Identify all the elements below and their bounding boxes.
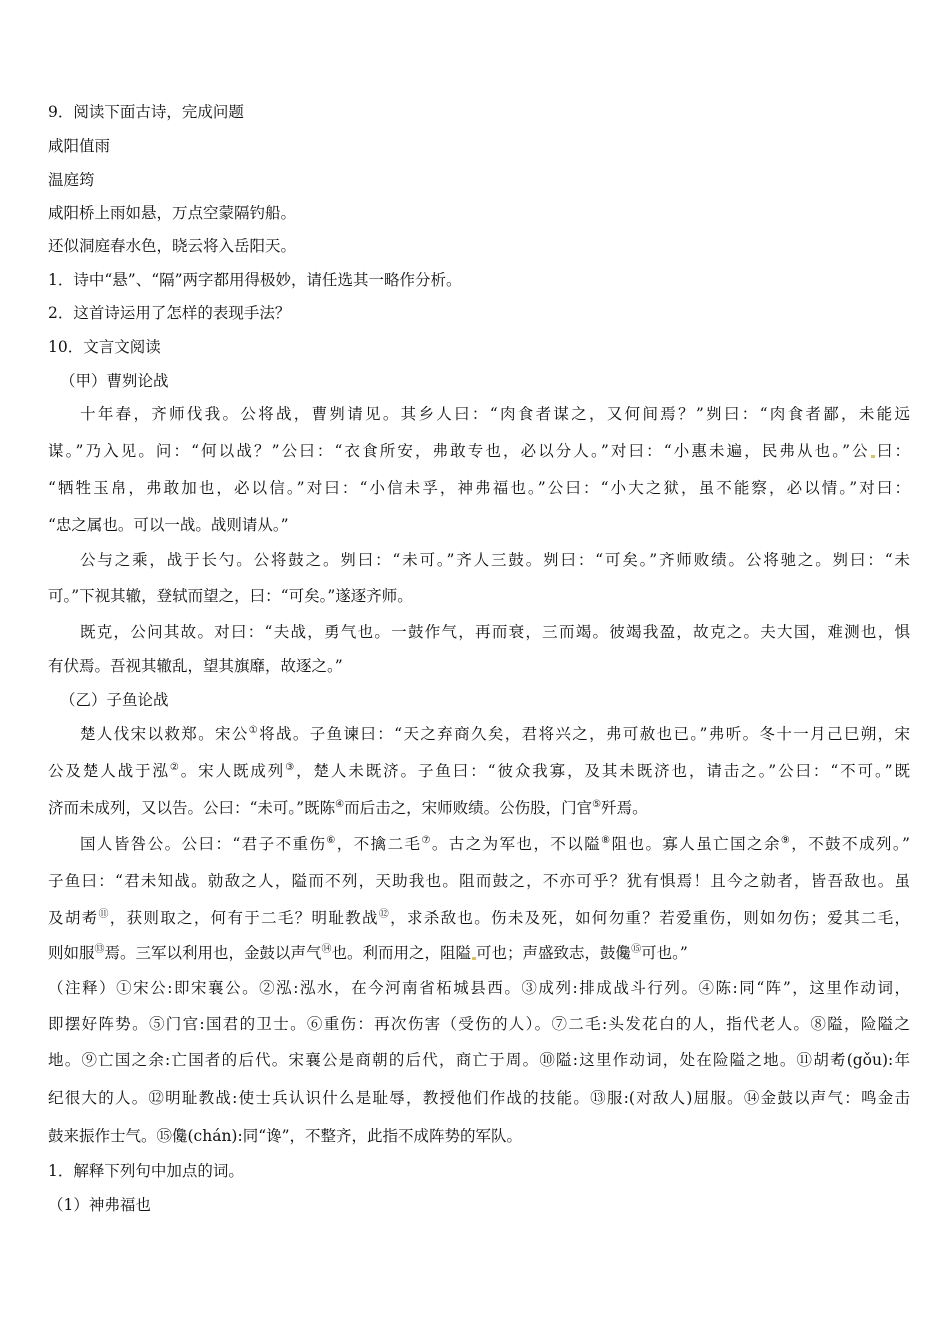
- text-run: 公及楚人战于泓: [48, 762, 170, 780]
- jia-p1-line-1: 十年春，齐师伐我。公将战，曹刿请见。其乡人曰：“肉食者谋之，又何间焉？”刿曰：“肉食者鄙，未能远: [80, 405, 910, 423]
- question-10-sub-1: 1．解释下列句中加点的词。: [48, 1162, 244, 1180]
- text-run: 也。利而用之，阻隘: [331, 944, 472, 962]
- notes-line-5: 鼓来振作士气。⑮儳(chán):同“谗”，不整齐，此指不成阵势的军队。: [48, 1127, 523, 1145]
- passage-jia-title: （甲）曹刿论战: [60, 372, 169, 390]
- yi-p2-line-2: 子鱼曰：“君未知战。勍敌之人，隘而不列，天助我也。阻而鼓之，不亦可乎？犹有惧焉！且今之勍者，皆吾敌也。虽: [48, 872, 910, 890]
- footnote-ref: ⑧: [601, 834, 612, 846]
- text-run: 阻也。寡人虽亡国之余: [611, 835, 781, 853]
- notes-line-4: 纪很大的人。⑫明耻教战:使士兵认识什么是耻辱，教授他们作战的技能。⑬服:(对敌人)屈服。⑭金鼓以声气：鸣金击: [48, 1089, 910, 1107]
- text-run: 。宋人既成列: [180, 762, 286, 780]
- text-run: 可也。”: [641, 944, 688, 962]
- text-run: 焉。三军以利用也，金鼓以声气: [104, 944, 322, 962]
- footnote-ref: ⑦: [421, 834, 432, 846]
- footnote-ref: ⑨: [780, 834, 792, 846]
- footnote-ref: ⑭: [321, 943, 332, 955]
- notes-line-1: （注释）①宋公:即宋襄公。②泓:泓水，在今河南省柘城县西。③成列:排成战斗行列。④陈:同“阵”，这里作动词，: [48, 979, 910, 997]
- footnote-ref: ③: [285, 761, 297, 773]
- footnote-ref: ⑮: [631, 943, 642, 955]
- text-run: ，楚人未既济。子鱼曰：“彼众我寡，及其未既济也，请击之。”公曰：“不可。”既: [296, 762, 910, 780]
- jia-p2-line-1: 公与之乘，战于长勺。公将鼓之。刿曰：“未可。”齐人三鼓。刿曰：“可矣。”齐师败绩。公将驰之。刿曰：“未: [80, 551, 910, 569]
- question-9-heading: 9．阅读下面古诗，完成问题: [48, 103, 244, 121]
- jia-p1-line-4: “忠之属也。可以一战。战则请从。”: [48, 516, 289, 534]
- yi-p1-line-2: [48, 761, 910, 781]
- poem-title: 咸阳值雨: [48, 137, 111, 155]
- jia-p1-line-2: [48, 441, 910, 461]
- poem-author: 温庭筠: [48, 171, 95, 189]
- jia-p3-line-2: 有伏焉。吾视其辙乱，望其旗靡，故逐之。”: [48, 657, 343, 675]
- footnote-ref: ⑪: [98, 908, 110, 920]
- footnote-ref: ④: [335, 798, 345, 810]
- text-run: 。古之为军也，不以隘: [431, 835, 602, 853]
- question-10-heading: 10．文言文阅读: [48, 338, 161, 356]
- text-run: ，不鼓不成列。”: [791, 835, 910, 853]
- text-run: 济而未成列，又以告。公曰：“未可。”既陈: [48, 799, 336, 817]
- notes-line-2: 即摆好阵势。⑤门官:国君的卫士。⑥重伤：再次伤害（受伤的人）。⑦二毛:头发花白的人，指代老人。⑧隘，险隘之: [48, 1015, 910, 1033]
- yi-p1-line-3: [48, 798, 910, 818]
- jia-p3-line-1: 既克，公问其故。对曰：“夫战，勇气也。一鼓作气，再而衰，三而竭。彼竭我盈，故克之。夫大国，难测也，惧: [80, 623, 910, 641]
- text-run: 楚人伐宋以救郑。宋公: [80, 725, 249, 743]
- yi-p2-line-4: [48, 943, 910, 963]
- question-9-sub-1: 1．诗中“悬”、“隔”两字都用得极妙，请任选其一略作分析。: [48, 271, 462, 289]
- jia-p1-line-2-text: 谋。”乃入见。问：“何以战？”公曰：“衣食所安，弗敢专也，必以分人。”对曰：“小惠未遍，民弗从也。”公: [48, 442, 870, 460]
- yi-p2-line-3: [48, 908, 910, 928]
- text-run: 及胡耇: [48, 909, 99, 927]
- text-run: ，求杀敌也。伤未及死，如何勿重？若爱重伤，则如勿伤；爱其二毛，: [390, 909, 910, 927]
- footnote-ref: ⑫: [378, 908, 391, 920]
- poem-line-1: 咸阳桥上雨如悬，万点空蒙隔钓船。: [48, 204, 297, 222]
- jia-p1-line-3: “牺牲玉帛，弗敢加也，必以信。”对曰：“小信未孚，神弗福也。”公曰：“小大之狱，虽不能察，必以情。”对曰：: [48, 479, 910, 497]
- text-run: ，不擒二毛: [336, 835, 422, 853]
- text-run: 歼焉。: [601, 799, 648, 817]
- footnote-ref: ①: [248, 724, 260, 736]
- question-9-sub-2: 2．这首诗运用了怎样的表现手法？: [48, 304, 291, 322]
- footnote-ref: ⑥: [326, 834, 337, 846]
- text-run: ，获则取之，何有于二毛？明耻教战: [109, 909, 379, 927]
- poem-line-2: 还似洞庭春水色，晓云将入岳阳天。: [48, 237, 297, 255]
- text-run: 而后击之，宋师败绩。公伤股，门官: [344, 799, 593, 817]
- jia-p1-line-2-end: 曰：: [874, 442, 910, 460]
- jia-p2-line-2: 可。”下视其辙，登轼而望之，曰：“可矣。”遂逐齐师。: [48, 587, 413, 605]
- yi-p1-line-1: [80, 724, 910, 744]
- text-run: 将战。子鱼谏曰：“天之弃商久矣，君将兴之，弗可赦也已。”弗听。冬十一月己巳朔，宋: [259, 725, 910, 743]
- footnote-ref: ⑬: [94, 943, 105, 955]
- yi-p2-line-1: [80, 834, 910, 854]
- text-run: 可也；声盛致志，鼓儳: [476, 944, 632, 962]
- question-10-sub-1-item-1: （1）神弗福也: [48, 1196, 151, 1214]
- footnote-ref: ⑤: [592, 798, 602, 810]
- passage-yi-title: （乙）子鱼论战: [60, 691, 169, 709]
- text-run: 国人皆咎公。公曰：“君子不重伤: [80, 835, 327, 853]
- text-run: 则如服: [48, 944, 95, 962]
- footnote-ref: ②: [169, 761, 181, 773]
- notes-line-3: 地。⑨亡国之余:亡国者的后代。宋襄公是商朝的后代，商亡于周。⑩隘:这里作动词，处在险隘之地。⑪胡耇(gǒu):年: [48, 1051, 910, 1069]
